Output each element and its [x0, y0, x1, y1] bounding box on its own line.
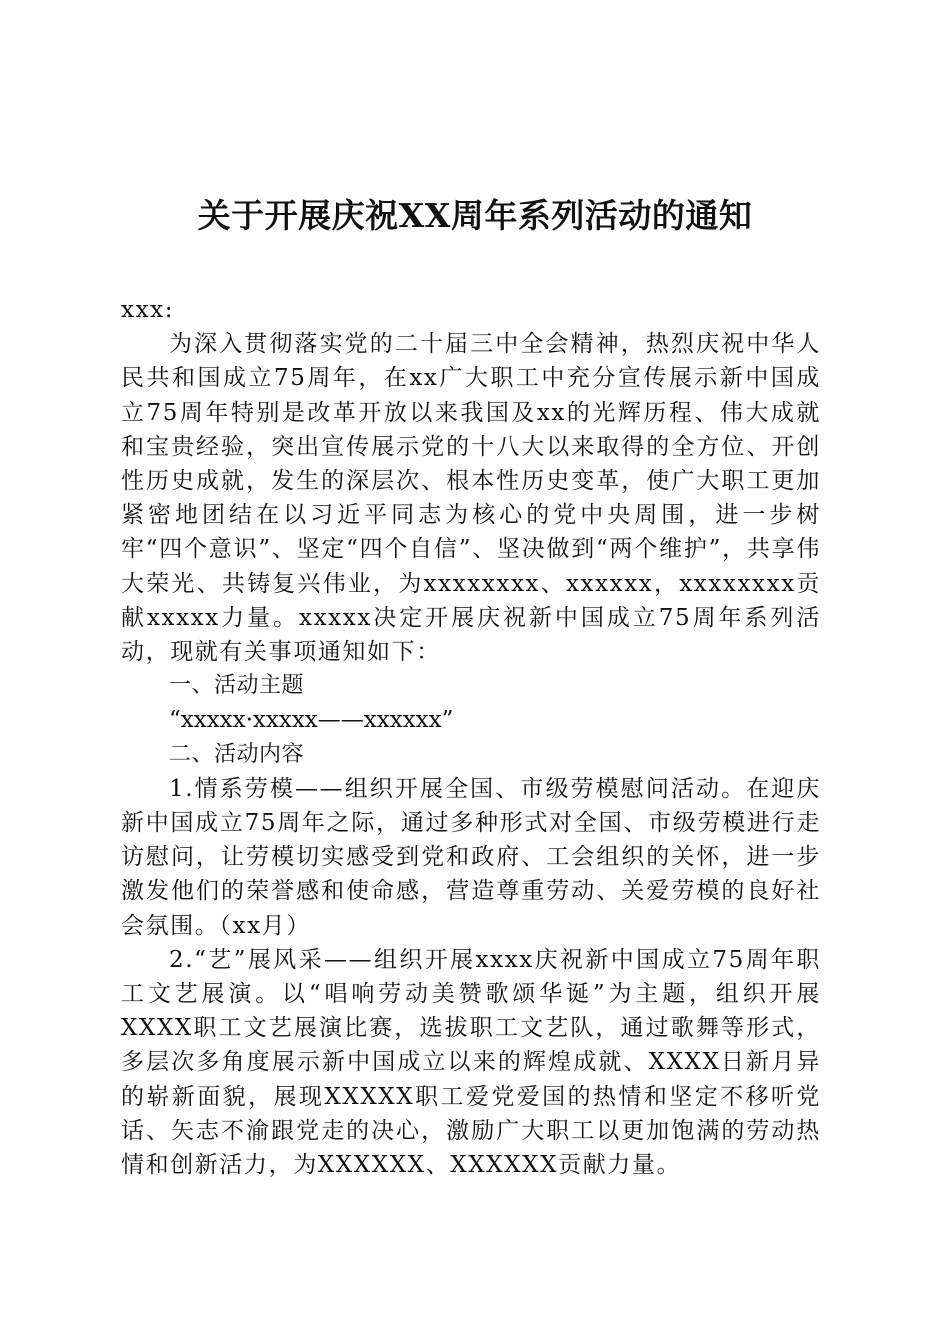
- intro-paragraph: 为深入贯彻落实党的二十届三中全会精神，热烈庆祝中华人民共和国成立75周年，在xx广大职工中充分宣传展示新中国成立75周年特别是改革开放以来我国及xx的光辉历程、伟大成就和宝贵经验，突出宣传展示党的十八大以来取得的全方位、开创性历史成就，发生的深层次、根本性历史变革，使广大职工更加紧密地团结在以习近平同志为核心的党中央周围，进一步树牢“四个意识”、坚定“四个自信”、坚决做到“两个维护”，共享伟大荣光、共铸复兴伟业，为xxxxxxxx、xxxxxx，xxxxxxxx贡献xxxxx力量。xxxxx决定开展庆祝新中国成立75周年系列活动，现就有关事项通知如下：: [121, 331, 821, 666]
- section-heading-content: 二、活动内容: [169, 741, 305, 767]
- document-body: [121, 293, 821, 1182]
- section-heading-theme: 一、活动主题: [169, 673, 305, 699]
- content-item-1: 1.情系劳模——组织开展全国、市级劳模慰问活动。在迎庆新中国成立75周年之际，通过多种形式对全国、市级劳模进行走访慰问，让劳模切实感受到党和政府、工会组织的关怀，进一步激发他们的荣誉感和使命感，营造尊重劳动、关爱劳模的良好社会氛围。（xx月）: [121, 775, 821, 939]
- content-item-2: 2.“艺”展风采——组织开展xxxx庆祝新中国成立75周年职工文艺展演。以“唱响劳动美赞歌颂华诞”为主题，组织开展XXXX职工文艺展演比赛，选拔职工文艺队，通过歌舞等形式，多层次多角度展示新中国成立以来的辉煌成就、XXXX日新月异的崭新面貌，展现XXXXX职工爱党爱国的热情和坚定不移听党话、矢志不渝跟党走的决心，激励广大职工以更加饱满的劳动热情和创新活力，为XXXXXX、XXXXXX贡献力量。: [121, 946, 821, 1179]
- document-title: 关于开展庆祝XX周年系列活动的通知: [197, 196, 753, 235]
- activity-theme: “xxxxx·xxxxx——xxxxxx”: [169, 707, 454, 734]
- salutation: xxx:: [121, 297, 175, 323]
